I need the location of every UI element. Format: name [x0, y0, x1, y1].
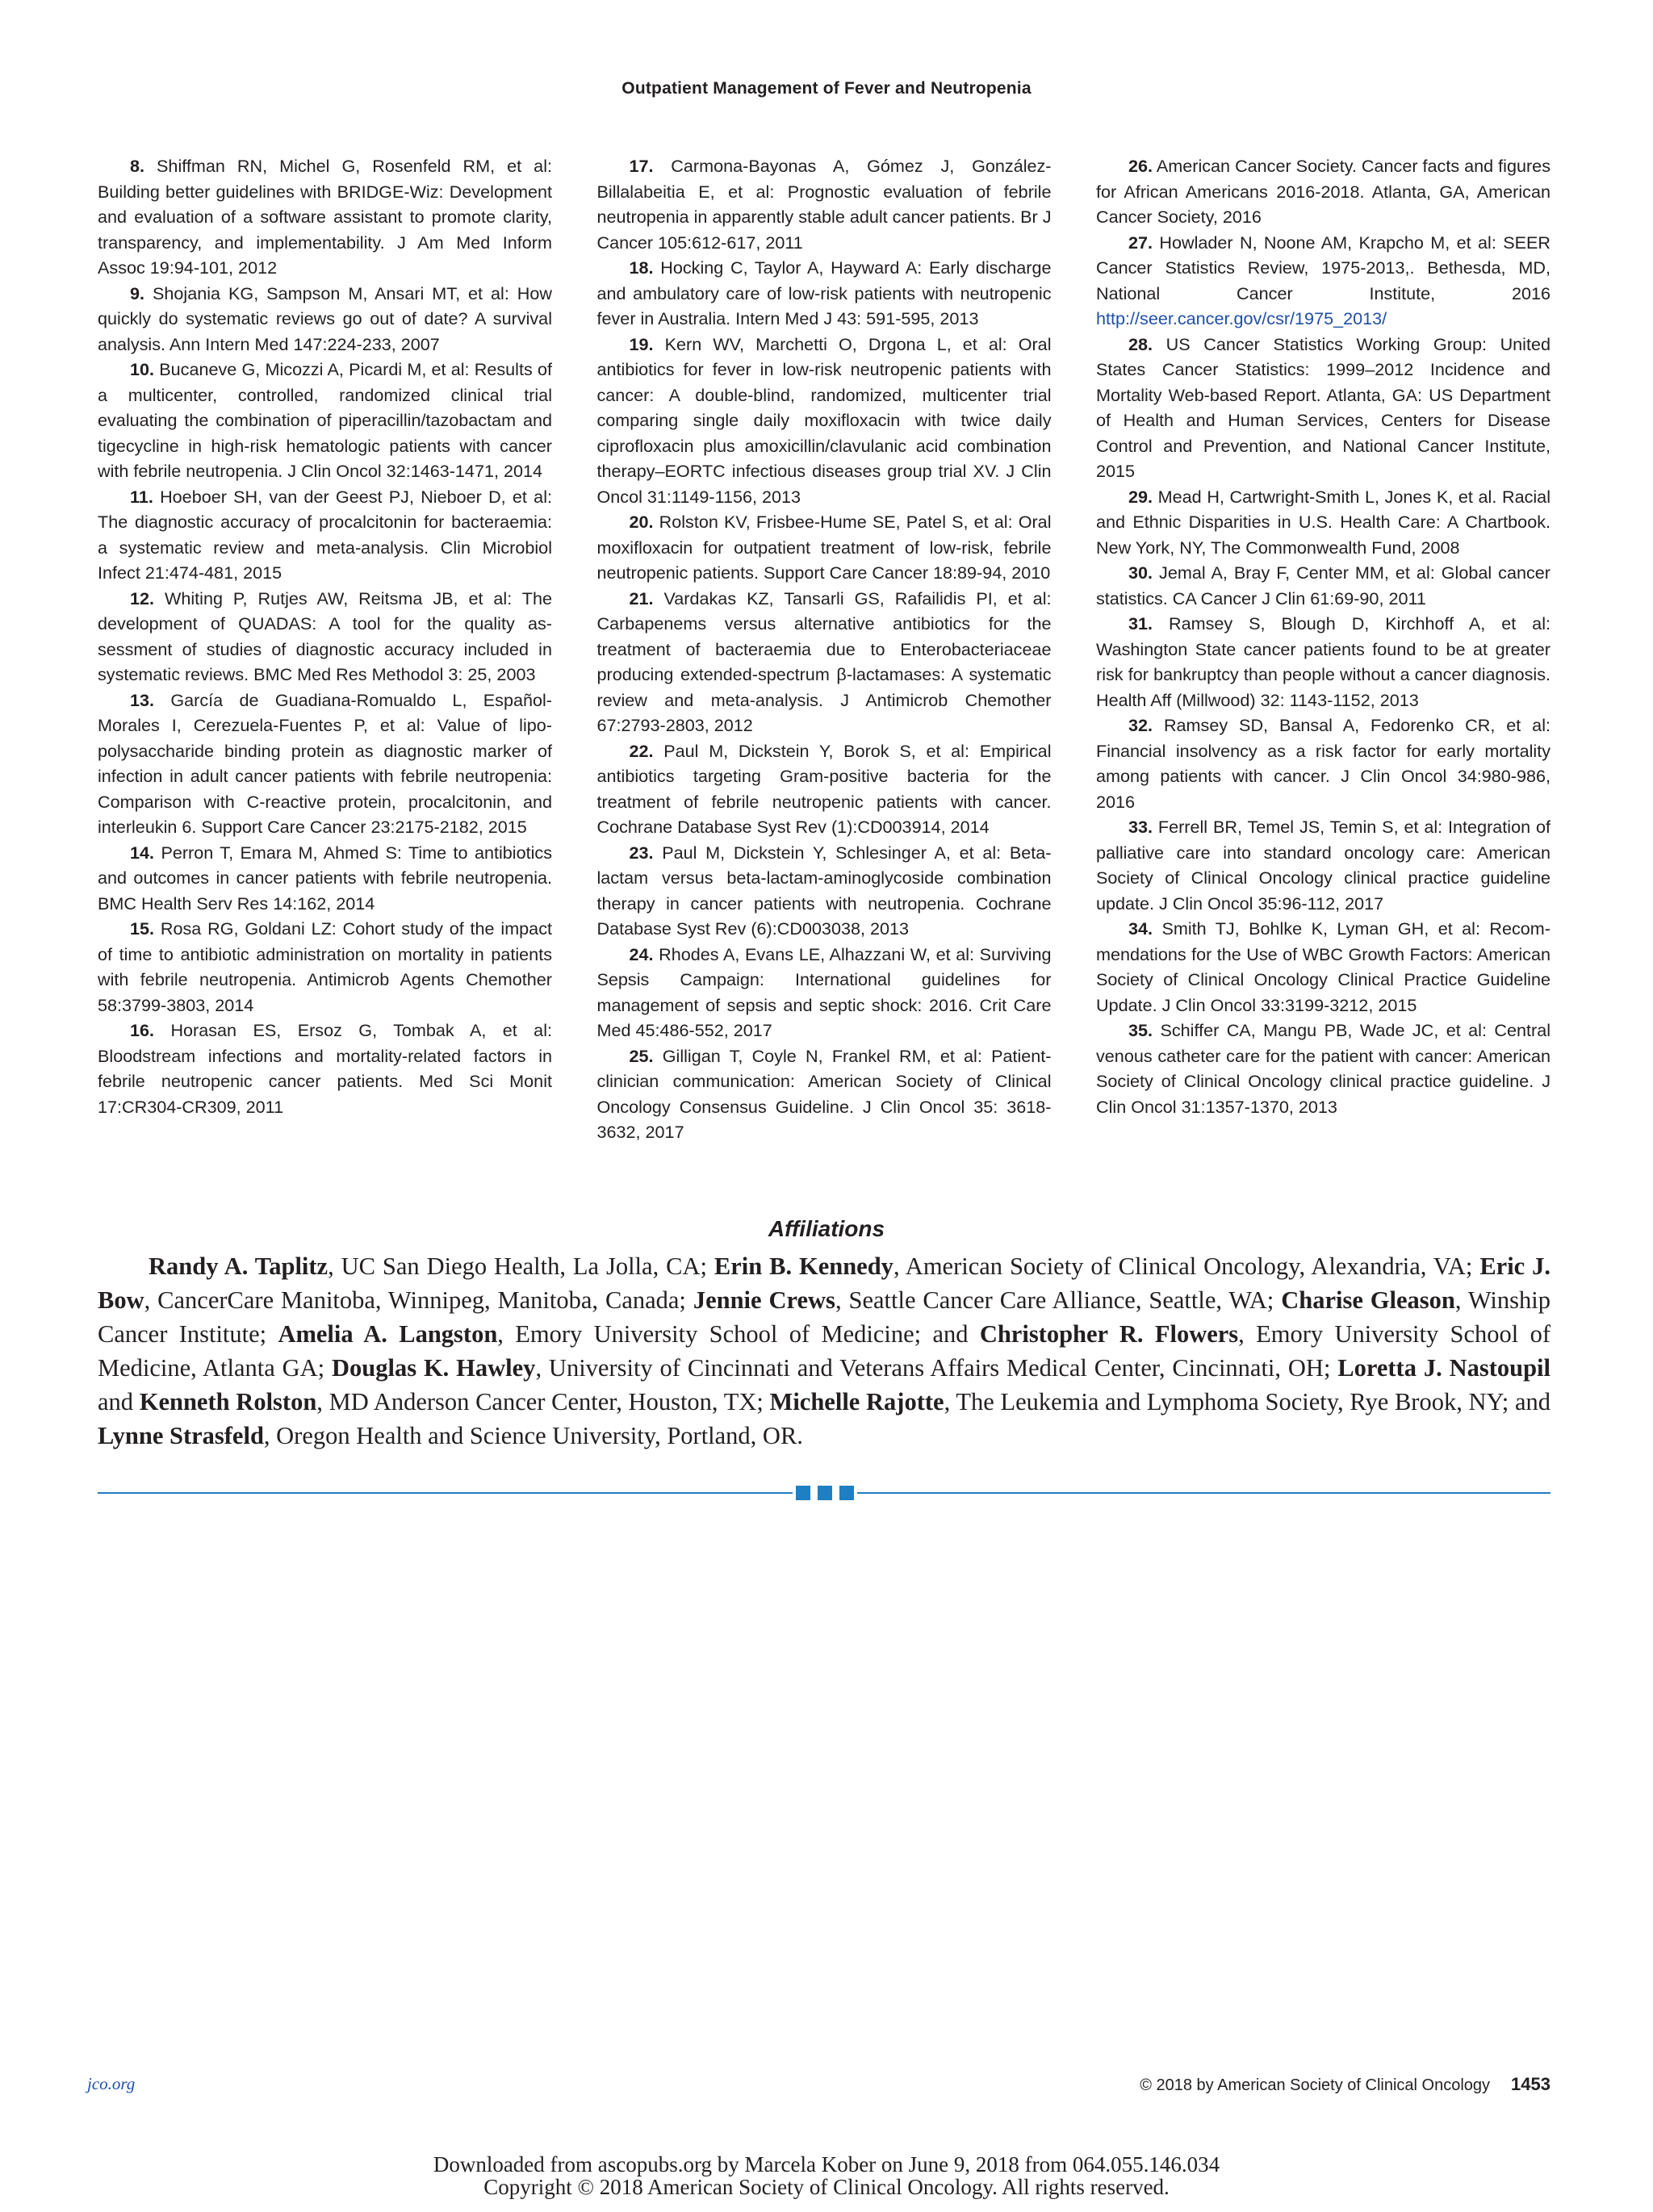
- reference-text: Rosa RG, Goldani LZ: Cohort study of the impact of time to antibiotic administration on mortality in patients with febrile neutropenia. Antimicrob Agents Chemother 58:3799-3803, 2014: [98, 918, 552, 1015]
- reference-item: [597, 942, 1052, 1043]
- reference-text: Schiffer CA, Mangu PB, Wade JC, et al: Central venous catheter care for the patient with cancer: American Society of Clinical Oncology clinical practice guideline. J Clin Oncol 31:1357-1370, 2013: [1096, 1020, 1550, 1117]
- reference-number: 28.: [1128, 333, 1153, 354]
- square-mark-icon: [796, 1486, 810, 1500]
- reference-number: 34.: [1128, 918, 1153, 939]
- reference-text: Ramsey S, Blough D, Kirchhoff A, et al: Washington State cancer patients found to be at greater risk for bankruptcy than people without a cancer diagnosis. Health Aff (Millwood) 32: 1143-1152, 2013: [1096, 613, 1550, 710]
- reference-number: 19.: [629, 333, 654, 354]
- reference-item: [1096, 814, 1550, 916]
- download-line: Downloaded from ascopubs.org by Marcela Kober on June 9, 2018 from 064.055.146.034: [433, 2152, 1220, 2176]
- reference-text: Mead H, Cartwright-Smith L, Jones K, et al. Racial and Ethnic Disparities in U.S. Health Care: A Chartbook. New York, NY, The Commonwealth Fund, 2008: [1096, 486, 1550, 558]
- author-affiliation: , The Leukemia and Lymphoma Society, Rye Brook, NY; and: [944, 1388, 1550, 1415]
- reference-item: [597, 509, 1052, 586]
- reference-number: 27.: [1128, 232, 1153, 253]
- author-affiliation: , UC San Diego Health, La Jolla, CA;: [328, 1252, 714, 1280]
- reference-number: 14.: [130, 842, 155, 863]
- reference-text: American Cancer Society. Cancer facts and figures for African Americans 2016-2018. Atlanta, GA, American Cancer Society, 2016: [1096, 156, 1550, 227]
- author-affiliation: , Seattle Cancer Care Alliance, Seattle, WA;: [835, 1286, 1282, 1314]
- reference-text: Hocking C, Taylor A, Hayward A: Early discharge and ambulatory care of low-risk patients with neutropenic fever in Australia. Intern Med J 43: 591-595, 2013: [596, 257, 1052, 328]
- reference-text: Carmona-Bayonas A, Gómez J, González-Billalabeitia E, et al: Prognostic evaluation of febrile neutropenia in apparently stable adult cancer patients. Br J Cancer 105:612-617, 2011: [596, 156, 1052, 253]
- reference-item: [98, 916, 552, 1018]
- reference-text: Kern WV, Marchetti O, Drgona L, et al: Oral antibiotics for fever in low-risk neutropenic patients with cancer: A double-blind, randomized, multicenter trial comparing single daily moxifloxacin with twice daily ciprofloxacin plus amoxicillin/clavulanic acid combination therapy–EORTC infectious diseases group trial XV. J Clin Oncol 31:1149-1156, 2013: [596, 333, 1052, 507]
- reference-text: Hoeboer SH, van der Geest PJ, Nieboer D, et al: The diagnostic accuracy of procalcitonin for bacteraemia: a systematic review and meta-analysis. Clin Microbiol Infect 21:474-481, 2015: [98, 486, 552, 583]
- author-affiliation: , University of Cincinnati and Veterans Affairs Medical Center, Cincinnati, OH;: [535, 1354, 1338, 1382]
- author-name: Jennie Crews: [693, 1286, 835, 1314]
- reference-number: 31.: [1128, 613, 1153, 633]
- footer-copyright: [1140, 2074, 1550, 2095]
- reference-text: Whiting P, Rutjes AW, Reitsma JB, et al: The development of QUADAS: A tool for the quality assessment of studies of diagnostic accuracy included in systematic reviews. BMC Med Res Methodol 3: 25, 2003: [98, 587, 552, 684]
- reference-number: 17.: [629, 156, 654, 176]
- reference-item: [1096, 560, 1550, 611]
- reference-columns: [98, 153, 1550, 1145]
- reference-item: [597, 840, 1052, 942]
- author-name: Loretta J. Nastoupil: [1337, 1354, 1550, 1382]
- author-name: Christopher R. Flowers: [979, 1320, 1239, 1348]
- reference-text: Ferrell BR, Temel JS, Temin S, et al: Integration of palliative care into standard oncology care: American Society of Clinical Oncology clinical practice guideline update. J Clin Oncol 35:96-112, 2017: [1096, 817, 1550, 914]
- reference-item: [98, 688, 552, 840]
- reference-item: [1096, 230, 1550, 332]
- reference-text: Smith TJ, Bohlke K, Lyman GH, et al: Recommendations for the Use of WBC Growth Factors: American Society of Clinical Oncology Clinical Practice Guideline Update. J Clin Oncol 33:3199-3212, 2015: [1096, 918, 1550, 1015]
- reference-number: 12.: [130, 587, 155, 608]
- reference-number: 35.: [1128, 1020, 1153, 1040]
- reference-number: 29.: [1128, 486, 1153, 507]
- author-affiliation: , Oregon Health and Science University, Portland, OR.: [263, 1422, 803, 1449]
- reference-column-1: [98, 153, 552, 1145]
- reference-number: 20.: [629, 512, 654, 532]
- author-affiliation: , Winship Cancer Institute;: [98, 1286, 1550, 1348]
- reference-number: 21.: [629, 587, 654, 608]
- square-mark-icon: [839, 1486, 854, 1500]
- reference-number: 11.: [130, 486, 153, 507]
- reference-text: Gilligan T, Coyle N, Frankel RM, et al: Patient-clinician communication: American Society of Clinical Oncology Consensus Guideline. J Clin Oncol 35: 3618-3632, 2017: [596, 1045, 1052, 1142]
- affiliations-text: [98, 1249, 1550, 1453]
- reference-number: 8.: [130, 156, 145, 176]
- reference-text: Rolston KV, Frisbee-Hume SE, Patel S, et al: Oral moxifloxacin for outpatient treatment of low-risk, febrile neutropenic patients. Support Care Cancer 18:89-94, 2010: [596, 512, 1052, 583]
- reference-text: Howlader N, Noone AM, Krapcho M, et al: SEER Cancer Statistics Review, 1975-2013,. Bethesda, MD, National Cancer Institute, 2016: [1096, 232, 1550, 303]
- author-affiliation: , MD Anderson Cancer Center, Houston, TX;: [316, 1388, 770, 1415]
- reference-number: 30.: [1128, 562, 1153, 583]
- reference-text: Shojania KG, Sampson M, Ansari MT, et al: How quickly do systematic reviews go out of date? A survival analysis. Ann Intern Med 147:224-233, 2007: [98, 282, 552, 354]
- author-name: Amelia A. Langston: [278, 1320, 498, 1348]
- author-name: Lynne Strasfeld: [98, 1422, 264, 1449]
- author-affiliation: and: [98, 1388, 140, 1415]
- reference-item: [1096, 484, 1550, 561]
- reference-item: [597, 332, 1052, 510]
- reference-text: García de Guadiana-Romualdo L, Español-Morales I, Cerezuela-Fuentes P, et al: Value of lipopolysaccharide binding protein as diagnostic marker of infection in adult cancer patients with febrile neutropenia: Comparison with C-reactive protein, procalcitonin, and interleukin 6. Support Care Cancer 23:2175-2182, 2015: [98, 689, 552, 837]
- reference-text: Jemal A, Bray F, Center MM, et al: Global cancer statistics. CA Cancer J Clin 61:69-90, 2011: [1096, 562, 1550, 608]
- divider-ornament: [793, 1486, 857, 1500]
- reference-text: Shiffman RN, Michel G, Rosenfeld RM, et al: Building better guidelines with BRIDGE-Wiz: Development and evaluation of a software assistant to promote clarity, transparency, and implementability. J Am Med Inform Assoc 19:94-101, 2012: [98, 156, 552, 278]
- square-mark-icon: [818, 1486, 832, 1500]
- page-number: 1453: [1511, 2074, 1550, 2094]
- reference-url-link[interactable]: http://seer.cancer.gov/csr/1975_2013/: [1096, 308, 1387, 328]
- author-name: Eric J. Bow: [98, 1252, 1550, 1314]
- running-head: Outpatient Management of Fever and Neutropenia: [621, 79, 1032, 98]
- reference-text: US Cancer Statistics Working Group: United States Cancer Statistics: 1999–2012 Incidence and Mortality Web-based Report. Atlanta, GA: US Department of Health and Human Services, Centers for Disease Control and Prevention, and National Cancer Institute, 2015: [1096, 333, 1550, 481]
- download-notice: [0, 2153, 1653, 2198]
- reference-column-3: [1096, 153, 1550, 1145]
- reference-number: 26.: [1128, 156, 1153, 176]
- reference-text: Paul M, Dickstein Y, Schlesinger A, et al: Beta-lactam versus beta-lactam-aminoglycoside combination therapy in cancer patients with neutropenia. Cochrane Database Syst Rev (6):CD003038, 2013: [596, 842, 1052, 939]
- reference-item: [1096, 153, 1550, 230]
- author-affiliation: , Emory University School of Medicine; and: [497, 1320, 980, 1348]
- reference-item: [1096, 916, 1550, 1018]
- reference-item: [1096, 1018, 1550, 1119]
- author-affiliation: , Emory University School of Medicine, Atlanta GA;: [98, 1320, 1551, 1382]
- reference-text: Horasan ES, Ersoz G, Tombak A, et al: Bloodstream infections and mortality-related factors in febrile neutropenic cancer patients. Med Sci Monit 17:CR304-CR309, 2011: [98, 1020, 552, 1117]
- reference-text: Vardakas KZ, Tansarli GS, Rafailidis PI, et al: Carbapenems versus alternative antibiotics for the treatment of bacteraemia due to Enterobacteriaceae producing extended-spectrum β-lactamases: A systematic review and meta-analysis. J Antimicrob Chemother 67:2793-2803, 2012: [596, 587, 1052, 735]
- reference-item: [1096, 713, 1550, 814]
- reference-item: [1096, 332, 1550, 484]
- reference-number: 9.: [130, 282, 145, 303]
- author-name: Randy A. Taplitz: [149, 1252, 329, 1280]
- reference-number: 25.: [629, 1045, 654, 1066]
- reference-text: Rhodes A, Evans LE, Alhazzani W, et al: Surviving Sepsis Campaign: International guidelines for management of sepsis and septic shock: 2016. Crit Care Med 45:486-552, 2017: [596, 943, 1052, 1040]
- affiliations-heading: Affiliations: [768, 1216, 885, 1241]
- reference-item: [597, 255, 1052, 332]
- author-affiliation: , American Society of Clinical Oncology, Alexandria, VA;: [893, 1252, 1480, 1280]
- reference-text: Ramsey SD, Bansal A, Fedorenko CR, et al: Financial insolvency as a risk factor for early mortality among patients with cancer. J Clin Oncol 34:980-986, 2016: [1096, 715, 1550, 812]
- reference-text: Bucaneve G, Micozzi A, Picardi M, et al: Results of a multicenter, controlled, randomized clinical trial evaluating the combination of piperacillin/tazobactam and tigecycline in high-risk hematologic patients with cancer with febrile neutropenia. J Clin Oncol 32:1463-1471, 2014: [98, 359, 552, 481]
- author-affiliation: , CancerCare Manitoba, Winnipeg, Manitoba, Canada;: [144, 1286, 693, 1314]
- reference-text: Paul M, Dickstein Y, Borok S, et al: Empirical antibiotics targeting Gram-positive bacteria for the treatment of febrile neutropenic patients with cancer. Cochrane Database Syst Rev (1):CD003914, 2014: [596, 740, 1052, 837]
- reference-number: 10.: [130, 359, 155, 379]
- reference-item: [597, 153, 1052, 255]
- reference-item: [98, 357, 552, 484]
- reference-number: 22.: [629, 740, 654, 761]
- author-name: Michelle Rajotte: [769, 1388, 944, 1415]
- reference-number: 33.: [1128, 817, 1153, 837]
- reference-item: [1096, 611, 1550, 713]
- copyright-line: Copyright © 2018 American Society of Clinical Oncology. All rights reserved.: [483, 2175, 1170, 2199]
- reference-number: 18.: [629, 257, 654, 278]
- author-name: Kenneth Rolston: [139, 1388, 317, 1415]
- reference-column-2: [597, 153, 1052, 1145]
- reference-item: [597, 738, 1052, 840]
- reference-item: [98, 840, 552, 917]
- reference-item: [98, 153, 552, 281]
- reference-item: [98, 1018, 552, 1119]
- reference-number: 23.: [629, 842, 654, 863]
- reference-item: [98, 586, 552, 688]
- reference-number: 13.: [130, 689, 155, 710]
- author-name: Erin B. Kennedy: [714, 1252, 893, 1280]
- copyright-text: © 2018 by American Society of Clinical Oncology: [1140, 2076, 1491, 2094]
- reference-item: [98, 281, 552, 358]
- reference-number: 15.: [130, 918, 155, 939]
- reference-item: [98, 484, 552, 586]
- reference-item: [597, 1043, 1052, 1145]
- journal-link[interactable]: jco.org: [87, 2074, 136, 2093]
- reference-item: [597, 586, 1052, 738]
- author-name: Charise Gleason: [1281, 1286, 1455, 1314]
- reference-number: 16.: [130, 1020, 155, 1040]
- reference-text: Perron T, Emara M, Ahmed S: Time to antibiotics and outcomes in cancer patients with febrile neutropenia. BMC Health Serv Res 14:162, 2014: [98, 842, 552, 914]
- reference-number: 24.: [629, 943, 654, 964]
- reference-number: 32.: [1128, 715, 1153, 735]
- author-name: Douglas K. Hawley: [332, 1354, 536, 1382]
